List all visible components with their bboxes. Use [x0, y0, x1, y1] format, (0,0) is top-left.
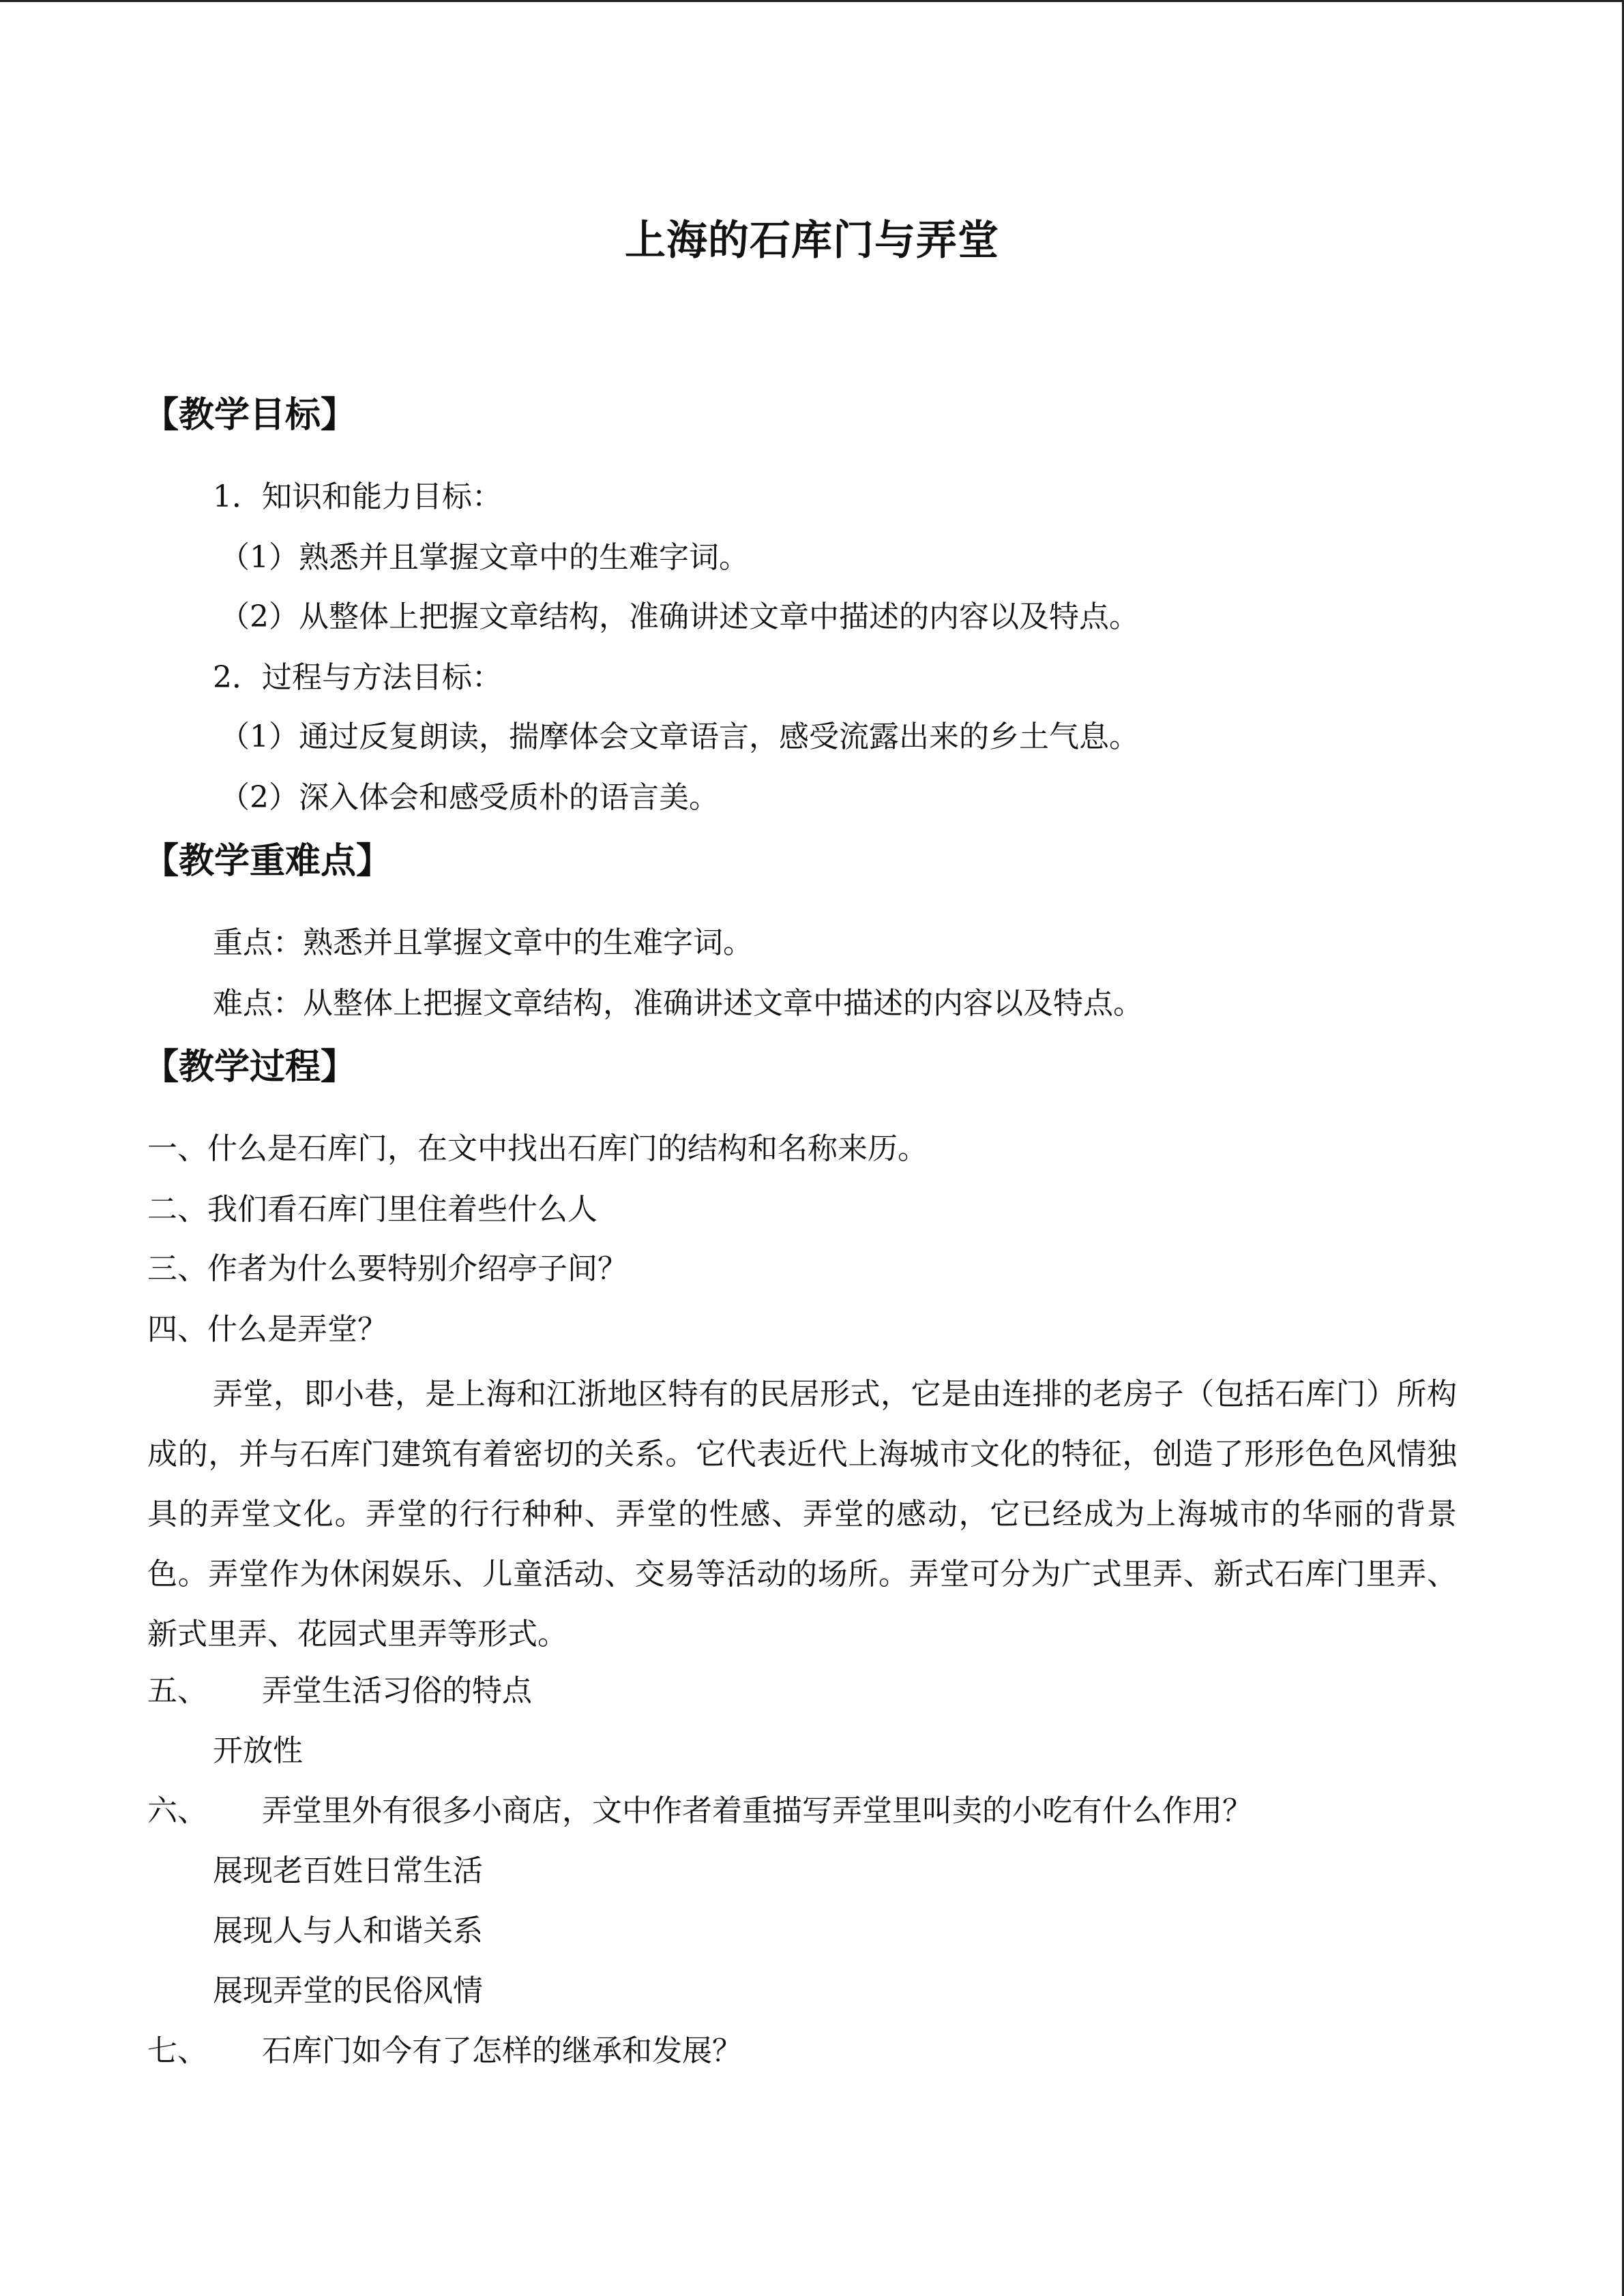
section-heading-key-points: 【教学重难点】 — [143, 841, 392, 882]
objective-line: （2）深入体会和感受质朴的语言美。 — [220, 780, 719, 815]
section-heading-objectives: 【教学目标】 — [143, 395, 357, 436]
question-5-text: 弄堂生活习俗的特点 — [262, 1673, 532, 1708]
answer-6-item: 展现老百姓日常生活 — [213, 1853, 483, 1888]
page-title: 上海的石库门与弄堂 — [625, 217, 999, 265]
answer-5: 开放性 — [213, 1733, 303, 1768]
question-3: 三、作者为什么要特别介绍亭子间？ — [147, 1251, 628, 1286]
alley-description-paragraph: 弄堂，即小巷，是上海和江浙地区特有的民居形式，它是由连排的老房子（包括石库门）所构成的，并与石库门建筑有着密切的关系。它代表近代上海城市文化的特征，创造了形形色色风情独具的弄堂文化。弄堂的行行种种、弄堂的性感、弄堂的感动，它已经成为上海城市的华丽的背景色。弄堂作为休闲娱乐、儿童活动、交易等活动的场所。弄堂可分为广式里弄、新式石库门里弄、新式里弄、花园式里弄等形式。 — [147, 1377, 1457, 1652]
objective-line: 2．过程与方法目标： — [213, 660, 502, 695]
question-4: 四、什么是弄堂？ — [147, 1312, 387, 1347]
question-6-text: 弄堂里外有很多小商店，文中作者着重描写弄堂里叫卖的小吃有什么作用？ — [262, 1793, 1252, 1828]
difficulty-line: 难点：从整体上把握文章结构，准确讲述文章中描述的内容以及特点。 — [213, 986, 1143, 1021]
objective-line: 1．知识和能力目标： — [213, 479, 502, 514]
answer-6-item: 展现弄堂的民俗风情 — [213, 1973, 483, 2008]
question-6-label: 六、 — [147, 1793, 207, 1828]
key-point-line: 重点：熟悉并且掌握文章中的生难字词。 — [213, 925, 753, 960]
objective-line: （1）熟悉并且掌握文章中的生难字词。 — [220, 540, 749, 575]
question-1: 一、什么是石库门，在文中找出石库门的结构和名称来历。 — [147, 1131, 928, 1166]
question-5-label: 五、 — [147, 1673, 207, 1708]
section-heading-process: 【教学过程】 — [143, 1047, 357, 1088]
objective-line: （2）从整体上把握文章结构，准确讲述文章中描述的内容以及特点。 — [220, 599, 1139, 634]
question-7-label: 七、 — [147, 2033, 207, 2068]
objective-line: （1）通过反复朗读，揣摩体会文章语言，感受流露出来的乡土气息。 — [220, 719, 1139, 754]
question-2: 二、我们看石库门里住着些什么人 — [147, 1192, 597, 1227]
answer-6-item: 展现人与人和谐关系 — [213, 1913, 483, 1948]
question-7-text: 石库门如今有了怎样的继承和发展？ — [262, 2033, 742, 2068]
